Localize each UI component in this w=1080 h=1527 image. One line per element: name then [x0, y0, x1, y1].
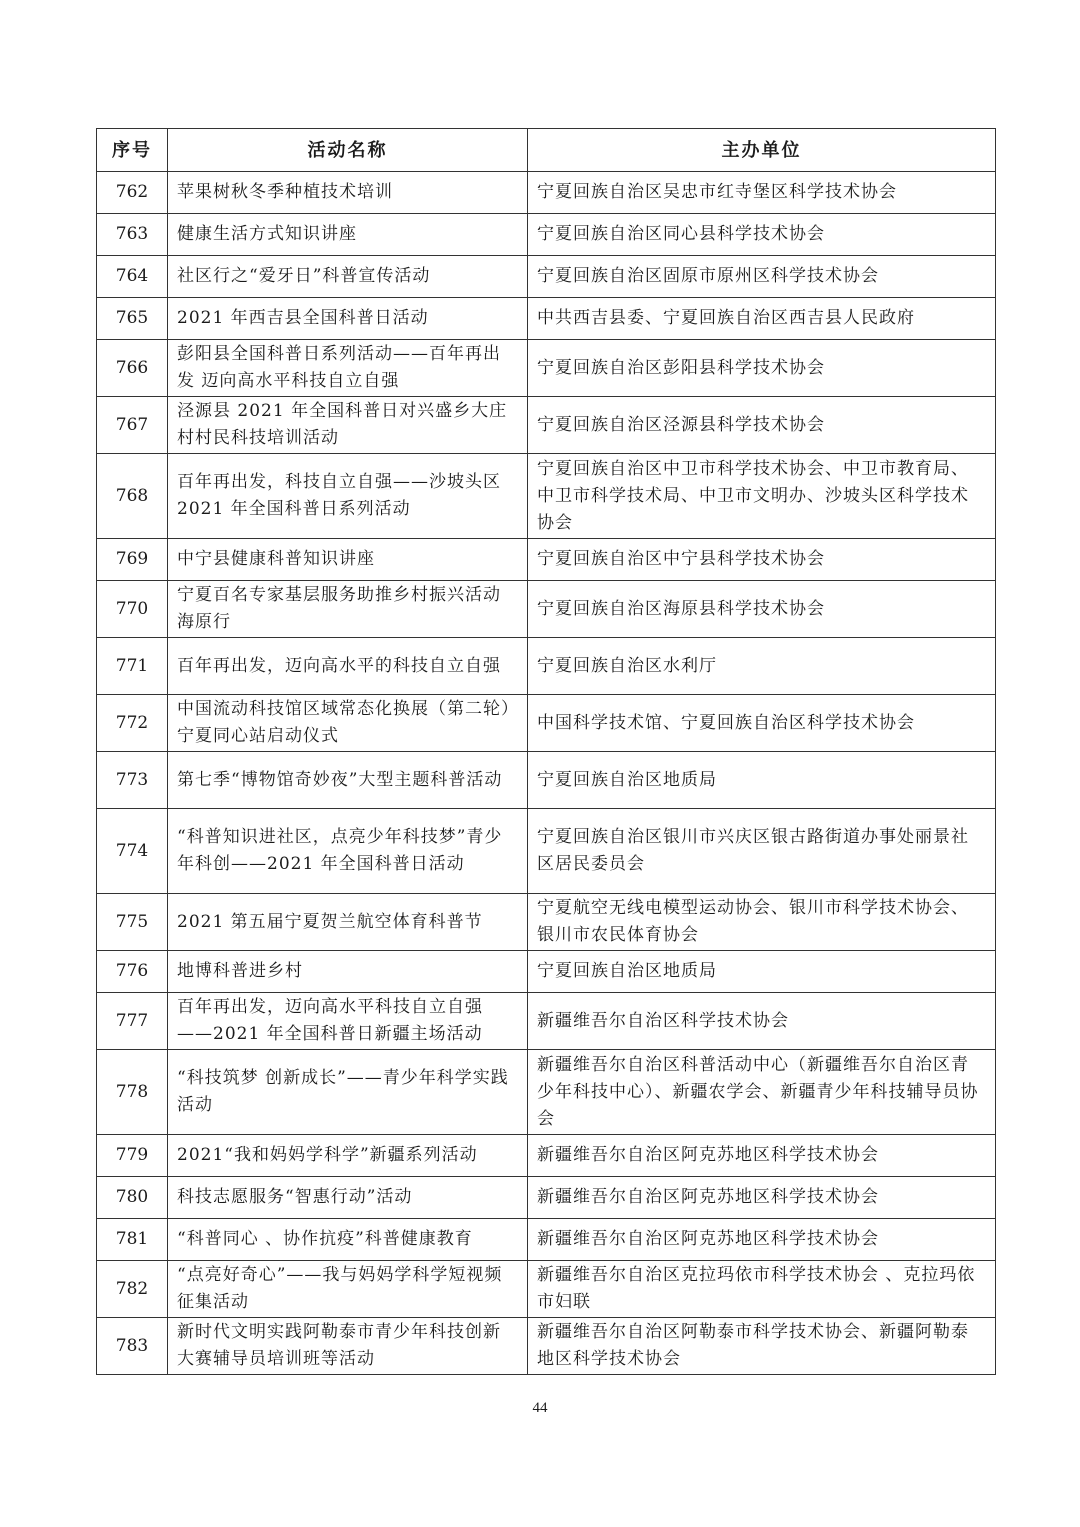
- table-row: [97, 809, 996, 894]
- activity-name: 2021“我和妈妈学科学”新疆系列活动: [168, 1135, 528, 1177]
- serial-number: 762: [97, 172, 168, 214]
- organizer: 宁夏回族自治区同心县科学技术协会: [528, 214, 996, 256]
- table-row: [97, 397, 996, 454]
- serial-number: 766: [97, 340, 168, 397]
- serial-number: 779: [97, 1135, 168, 1177]
- organizer: 新疆维吾尔自治区科学技术协会: [528, 993, 996, 1050]
- page-number: 44: [532, 1400, 548, 1416]
- table-row: [97, 1177, 996, 1219]
- serial-number: 781: [97, 1219, 168, 1261]
- activity-name: “科普知识进社区，点亮少年科技梦”青少年科创——2021 年全国科普日活动: [168, 809, 528, 894]
- organizer: 宁夏回族自治区水利厅: [528, 638, 996, 695]
- activity-name: “科技筑梦 创新成长”——青少年科学实践活动: [168, 1050, 528, 1135]
- table-row: [97, 214, 996, 256]
- table-row: [97, 454, 996, 539]
- serial-number: 772: [97, 695, 168, 752]
- serial-number: 773: [97, 752, 168, 809]
- organizer: 宁夏回族自治区海原县科学技术协会: [528, 581, 996, 638]
- serial-number: 776: [97, 951, 168, 993]
- organizer: 新疆维吾尔自治区阿克苏地区科学技术协会: [528, 1219, 996, 1261]
- table-row: [97, 1318, 996, 1375]
- serial-number: 770: [97, 581, 168, 638]
- organizer: 宁夏航空无线电模型运动协会、银川市科学技术协会、银川市农民体育协会: [528, 894, 996, 951]
- organizer: 宁夏回族自治区固原市原州区科学技术协会: [528, 256, 996, 298]
- serial-number: 775: [97, 894, 168, 951]
- table-row: [97, 894, 996, 951]
- organizer: 宁夏回族自治区中宁县科学技术协会: [528, 539, 996, 581]
- table-row: [97, 752, 996, 809]
- organizer: 宁夏回族自治区银川市兴庆区银古路街道办事处丽景社区居民委员会: [528, 809, 996, 894]
- header-activity-name: 活动名称: [168, 129, 528, 172]
- table-row: [97, 340, 996, 397]
- activity-name: 百年再出发，迈向高水平科技自立自强——2021 年全国科普日新疆主场活动: [168, 993, 528, 1050]
- serial-number: 778: [97, 1050, 168, 1135]
- table-header-row: [97, 129, 996, 172]
- activity-name: 科技志愿服务“智惠行动”活动: [168, 1177, 528, 1219]
- table-row: [97, 256, 996, 298]
- organizer: 宁夏回族自治区吴忠市红寺堡区科学技术协会: [528, 172, 996, 214]
- organizer: 宁夏回族自治区地质局: [528, 951, 996, 993]
- serial-number: 767: [97, 397, 168, 454]
- serial-number: 774: [97, 809, 168, 894]
- serial-number: 777: [97, 993, 168, 1050]
- serial-number: 768: [97, 454, 168, 539]
- organizer: 新疆维吾尔自治区阿克苏地区科学技术协会: [528, 1135, 996, 1177]
- activity-name: 2021 年西吉县全国科普日活动: [168, 298, 528, 340]
- organizer: 宁夏回族自治区中卫市科学技术协会、中卫市教育局、中卫市科学技术局、中卫市文明办、沙坡头区科学技术协会: [528, 454, 996, 539]
- organizer: 中国科学技术馆、宁夏回族自治区科学技术协会: [528, 695, 996, 752]
- header-organizer: 主办单位: [528, 129, 996, 172]
- activity-name: 泾源县 2021 年全国科普日对兴盛乡大庄村村民科技培训活动: [168, 397, 528, 454]
- activity-name: 2021 第五届宁夏贺兰航空体育科普节: [168, 894, 528, 951]
- activity-name: 第七季“博物馆奇妙夜”大型主题科普活动: [168, 752, 528, 809]
- activity-name: 中宁县健康科普知识讲座: [168, 539, 528, 581]
- table-row: [97, 993, 996, 1050]
- serial-number: 780: [97, 1177, 168, 1219]
- activity-name: 社区行之“爱牙日”科普宣传活动: [168, 256, 528, 298]
- table-row: [97, 1219, 996, 1261]
- organizer: 新疆维吾尔自治区阿勒泰市科学技术协会、新疆阿勒泰地区科学技术协会: [528, 1318, 996, 1375]
- organizer: 宁夏回族自治区彭阳县科学技术协会: [528, 340, 996, 397]
- organizer: 中共西吉县委、宁夏回族自治区西吉县人民政府: [528, 298, 996, 340]
- table-row: [97, 581, 996, 638]
- activity-table: [96, 128, 996, 1375]
- table-row: [97, 298, 996, 340]
- activity-name: 彭阳县全国科普日系列活动——百年再出发 迈向高水平科技自立自强: [168, 340, 528, 397]
- serial-number: 783: [97, 1318, 168, 1375]
- organizer: 宁夏回族自治区泾源县科学技术协会: [528, 397, 996, 454]
- table-row: [97, 539, 996, 581]
- activity-name: “点亮好奇心”——我与妈妈学科学短视频征集活动: [168, 1261, 528, 1318]
- organizer: 新疆维吾尔自治区阿克苏地区科学技术协会: [528, 1177, 996, 1219]
- table-row: [97, 638, 996, 695]
- activity-name: 健康生活方式知识讲座: [168, 214, 528, 256]
- table-row: [97, 172, 996, 214]
- serial-number: 764: [97, 256, 168, 298]
- activity-name: 苹果树秋冬季种植技术培训: [168, 172, 528, 214]
- header-serial-number: 序号: [97, 129, 168, 172]
- organizer: 新疆维吾尔自治区科普活动中心（新疆维吾尔自治区青少年科技中心）、新疆农学会、新疆青少年科技辅导员协会: [528, 1050, 996, 1135]
- activity-name: “科普同心 、协作抗疫”科普健康教育: [168, 1219, 528, 1261]
- activity-name: 百年再出发，迈向高水平的科技自立自强: [168, 638, 528, 695]
- activity-name: 新时代文明实践阿勒泰市青少年科技创新大赛辅导员培训班等活动: [168, 1318, 528, 1375]
- table-row: [97, 695, 996, 752]
- table-row: [97, 1135, 996, 1177]
- activity-name: 地博科普进乡村: [168, 951, 528, 993]
- serial-number: 765: [97, 298, 168, 340]
- activity-name: 中国流动科技馆区域常态化换展（第二轮）宁夏同心站启动仪式: [168, 695, 528, 752]
- serial-number: 763: [97, 214, 168, 256]
- organizer: 宁夏回族自治区地质局: [528, 752, 996, 809]
- serial-number: 771: [97, 638, 168, 695]
- serial-number: 782: [97, 1261, 168, 1318]
- organizer: 新疆维吾尔自治区克拉玛依市科学技术协会 、克拉玛依市妇联: [528, 1261, 996, 1318]
- table-row: [97, 1050, 996, 1135]
- table-row: [97, 951, 996, 993]
- serial-number: 769: [97, 539, 168, 581]
- activity-name: 百年再出发，科技自立自强——沙坡头区 2021 年全国科普日系列活动: [168, 454, 528, 539]
- table-row: [97, 1261, 996, 1318]
- activity-name: 宁夏百名专家基层服务助推乡村振兴活动海原行: [168, 581, 528, 638]
